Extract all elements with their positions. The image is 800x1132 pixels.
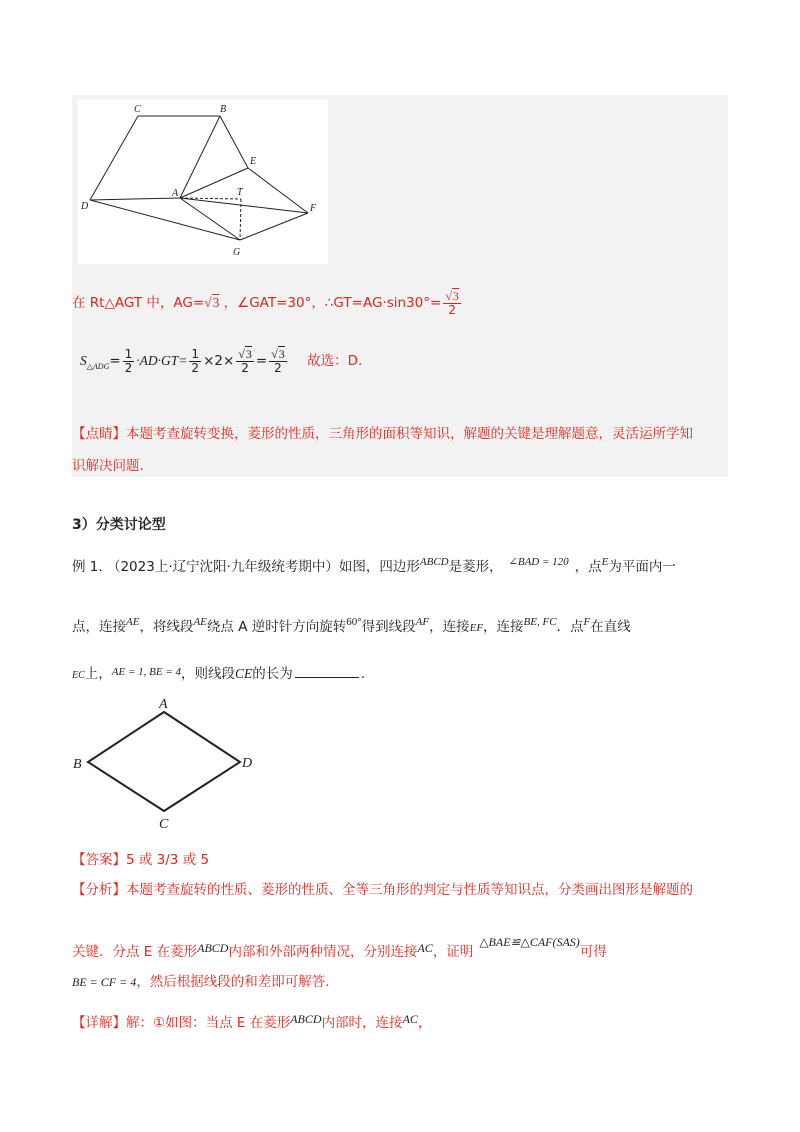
example-line-1: 例 1. （2023上·辽宁沈阳·九年级统考期中）如图，四边形$^{ABCD}$是菱形， $^{\angle BAD = 120}$ ，点$^E$为平面内一 [72,556,676,575]
fraction-sqrt3-over-2: $\frac{√3}{2}$ [445,289,459,317]
fig2-label-D: D [242,756,253,771]
figure-rhombus [70,694,270,834]
fig1-edge-DG [90,200,240,240]
choose-answer: 故选：D. [307,353,363,370]
fig1-edge-EF [248,168,308,213]
fig2-label-A: A [159,697,168,712]
analysis-line-3: BE = CF = 4，然后根据线段的和差即可解答. [72,974,330,990]
fig1-edge-BE [220,116,248,168]
fig1-edge-AF [180,198,308,213]
detail-line: 【详解】解：①如图：当点 E 在菱形ABCD内部时，连接AC， [72,1012,432,1031]
fig1-label-A: A [172,188,179,199]
dianjing-line-2: 识解决问题. [72,458,144,474]
rhombus-ABCD [88,712,240,811]
fig1-label-B: B [220,104,227,115]
fig1-label-F: F [310,203,317,214]
figure-rotation-diagram [78,99,328,264]
section-heading: 3）分类讨论型 [72,517,166,533]
fig1-label-G: G [233,247,241,258]
fig1-label-T: T [237,187,243,198]
analysis-line-1: 【分析】本题考查旋转的性质、菱形的性质、全等三角形的判定与性质等知识点，分类画出图形是解题的 [72,882,693,898]
fig1-edge-GF [240,213,308,240]
fig1-label-D: D [81,201,89,212]
fig1-edge-CD [90,116,138,200]
fig2-label-B: B [73,757,82,772]
area-formula: $S_{\triangle ADG}=$ $\frac{1}{2}$ ·AD·GT= $\frac{1}{2}$ ×2× $\frac{√3}{2}$ = $\frac{√3}{2}$ 故选：D. [80,347,363,375]
fig1-edge-AB [180,116,220,198]
analysis-line-2: 关键．分点 E 在菱形ABCD内部和外部两种情况，分别连接AC，证明△BAE≌△CAF(SAS)可得 [72,935,607,960]
sqrt-3: √3 [204,295,220,311]
example-line-3: EC上，$^{AE = 1, BE = 4}$，则线段CE的长为 . [72,666,366,682]
fig1-label-E: E [250,156,257,167]
solution-line-1: 在 Rt△AGT 中，AG=√3 ，∠GAT=30°，∴GT=AG·sin30°= $\frac{√3}{2}$ [72,289,459,317]
answer-blank [295,677,359,678]
answer-line: 【答案】5 或 3/3 或 5 [72,852,210,868]
fig1-label-C: C [134,104,141,115]
fig1-edge-DA [90,198,180,200]
example-line-2: 点，连接$^{AE}$，将线段$^{AE}$绕点 A 逆时针方向旋转$^{60^\circ}$得到线段$^{AF}$，连接EF，连接$^{BE, FC}$．点$^F$在直线 [72,616,631,635]
fig2-label-C: C [159,817,169,832]
dianjing-line-1: 【点睛】本题考查旋转变换，菱形的性质，三角形的面积等知识，解题的关键是理解题意，灵活运所学知 [72,426,693,442]
